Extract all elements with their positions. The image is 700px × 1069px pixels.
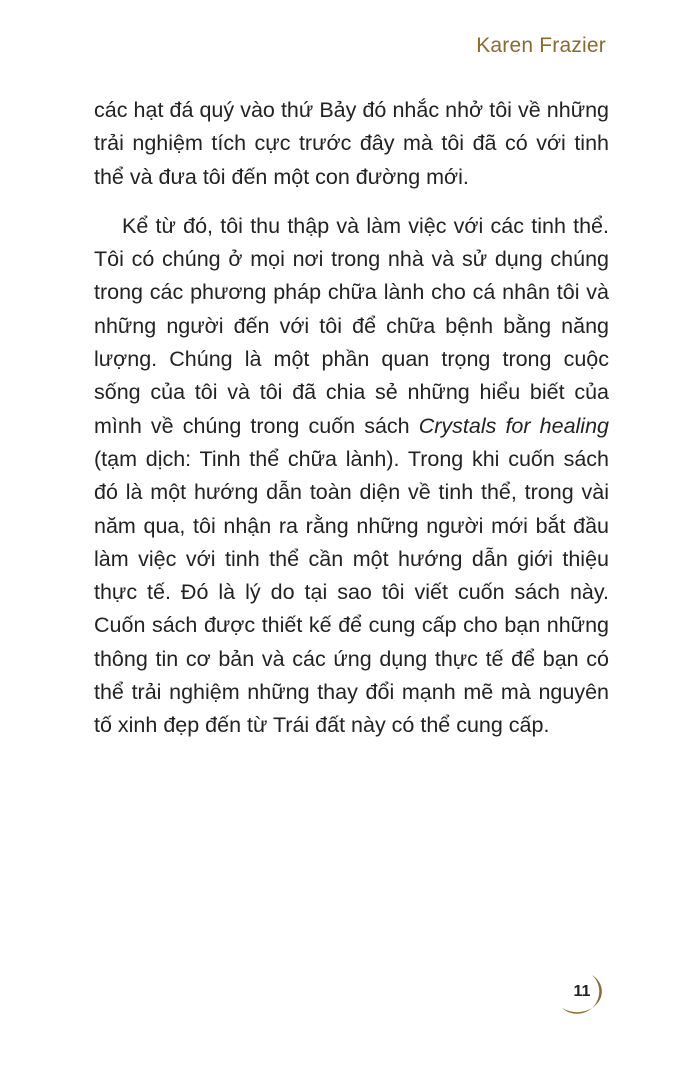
body-text	[94, 94, 609, 743]
running-header-author: Karen Frazier	[476, 34, 606, 57]
book-title-crystals-for-healing: Crystals for healing	[418, 413, 609, 438]
paragraph-2-text-end: (tạm dịch: Tinh thể chữa lành). Trong khi cuốn sách đó là một hướng dẫn toàn diện về tinh thể, trong vài năm qua, tôi nhận ra rằng những người mới bắt đầu làm việc với tinh thể cần một hướng dẫn giới thiệu thực tế. Đó là lý do tại sao tôi viết cuốn sách này. Cuốn sách được thiết kế để cung cấp cho bạn những thông tin cơ bản và các ứng dụng thực tế để bạn có thể trải nghiệm những thay đổi mạnh mẽ mà nguyên tố xinh đẹp đến từ Trái đất này có thể cung cấp.	[94, 446, 609, 738]
page-number: 11	[573, 983, 591, 1000]
paragraph-2-text-start: Kể từ đó, tôi thu thập và làm việc với các tinh thể. Tôi có chúng ở mọi nơi trong nhà và sử dụng chúng trong các phương pháp chữa lành cho cá nhân tôi và những người đến với tôi để chữa bệnh bằng năng lượng. Chúng là một phần quan trọng trong cuộc sống của tôi và tôi đã chia sẻ những hiểu biết của mình về chúng trong cuốn sách	[94, 213, 609, 438]
page-folio	[559, 972, 611, 1024]
paragraph-2	[94, 210, 609, 743]
paragraph-1: các hạt đá quý vào thứ Bảy đó nhắc nhở tôi về những trải nghiệm tích cực trước đây mà tôi đã có với tinh thể và đưa tôi đến một con đường mới.	[94, 98, 609, 189]
